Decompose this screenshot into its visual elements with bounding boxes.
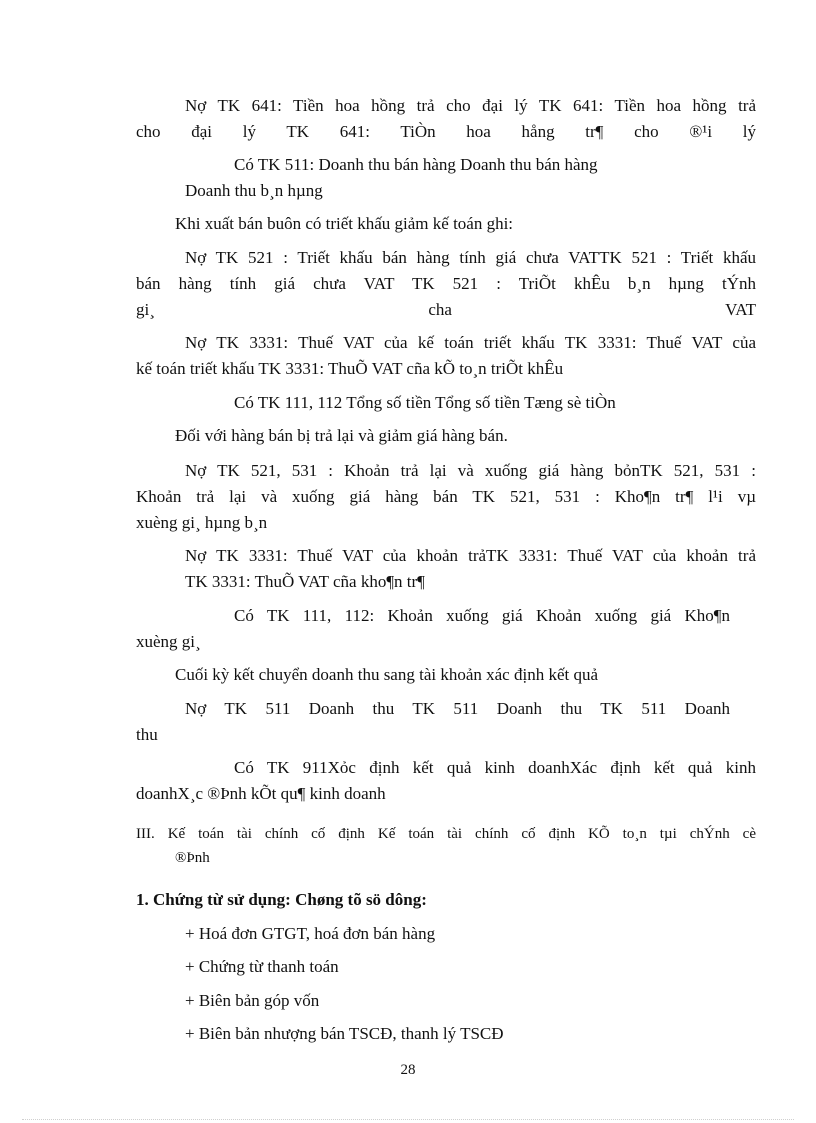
text-line: bán hàng tính giá chưa VAT TK 521 : TriÕt khÊu b¸n hµng tÝnh: [136, 274, 756, 293]
text-line: doanhX¸c ®Þnh kÕt qu¶ kinh doanh: [136, 784, 386, 803]
text-line: kế toán triết khấu TK 3331: ThuÕ VAT cña kÕ to¸n triÕt khÊu: [136, 359, 564, 378]
text-line: Đối với hàng bán bị trả lại và giảm giá hàng bán.: [175, 426, 508, 445]
text-line: cho đại lý TK 641: TiÒn hoa hång tr¶ cho ®¹i lý: [136, 122, 756, 141]
text-line: xuèng gi¸ hµng b¸n: [136, 513, 268, 532]
text-line: Có TK 111, 112: Khoản xuống giá Khoản xuống giá Kho¶n: [234, 606, 730, 625]
page-bottom-divider: [22, 1119, 794, 1120]
text-line: Nợ TK 641: Tiền hoa hồng trả cho đại lý TK 641: Tiền hoa hồng trả: [185, 96, 756, 115]
text-line: Nợ TK 3331: Thuế VAT của kế toán triết khấu TK 3331: Thuế VAT của: [185, 333, 756, 352]
text-line: thu: [136, 725, 158, 744]
text-line: xuèng gi¸: [136, 632, 201, 651]
section-heading: III. Kế toán tài chính cố định Kế toán tài chính cố định KÕ to¸n tµi chÝnh cè: [136, 826, 756, 842]
text-line: Nợ TK 521 : Triết khấu bán hàng tính giá chưa VATTK 521 : Triết khấu: [185, 248, 756, 267]
text-line: Nợ TK 511 Doanh thu TK 511 Doanh thu TK 511 Doanh: [185, 699, 730, 718]
page-number: 28: [400, 1062, 416, 1078]
list-item: + Hoá đơn GTGT, hoá đơn bán hàng: [185, 924, 436, 943]
section-heading-cont: ®Þnh: [175, 850, 210, 866]
list-item: + Chứng từ thanh toán: [185, 957, 339, 976]
text-line: Doanh thu b¸n hµng: [185, 181, 323, 200]
text-line: Nợ TK 3331: Thuế VAT của khoản trảTK 3331: Thuế VAT của khoản trả: [185, 546, 756, 565]
subsection-heading: 1. Chứng từ sử dụng: Chøng tõ sö dông:: [136, 890, 427, 909]
list-item: + Biên bản nhượng bán TSCĐ, thanh lý TSCĐ: [185, 1024, 504, 1043]
text-line: Có TK 911Xỏc định kết quả kinh doanhXác định kết quả kinh: [234, 758, 756, 777]
text-line: Khoản trả lại và xuống giá hàng bán TK 521, 531 : Kho¶n tr¶ l¹i vµ: [136, 487, 756, 506]
text-line: Cuối kỳ kết chuyển doanh thu sang tài khoản xác định kết quả: [175, 665, 599, 684]
text-line: Nợ TK 521, 531 : Khoản trả lại và xuống giá hàng bỏnTK 521, 531 :: [185, 461, 756, 480]
text-line: gi¸ cha VAT: [136, 300, 756, 319]
text-line: Có TK 511: Doanh thu bán hàng Doanh thu bán hàng: [234, 155, 598, 174]
list-item: + Biên bản góp vốn: [185, 991, 320, 1010]
text-line: Có TK 111, 112 Tổng số tiền Tổng số tiền Tæng sè tiÒn: [234, 393, 616, 412]
text-line: Khi xuất bán buôn có triết khấu giảm kế toán ghi:: [175, 214, 514, 233]
text-line: TK 3331: ThuÕ VAT cña kho¶n tr¶: [185, 572, 425, 591]
